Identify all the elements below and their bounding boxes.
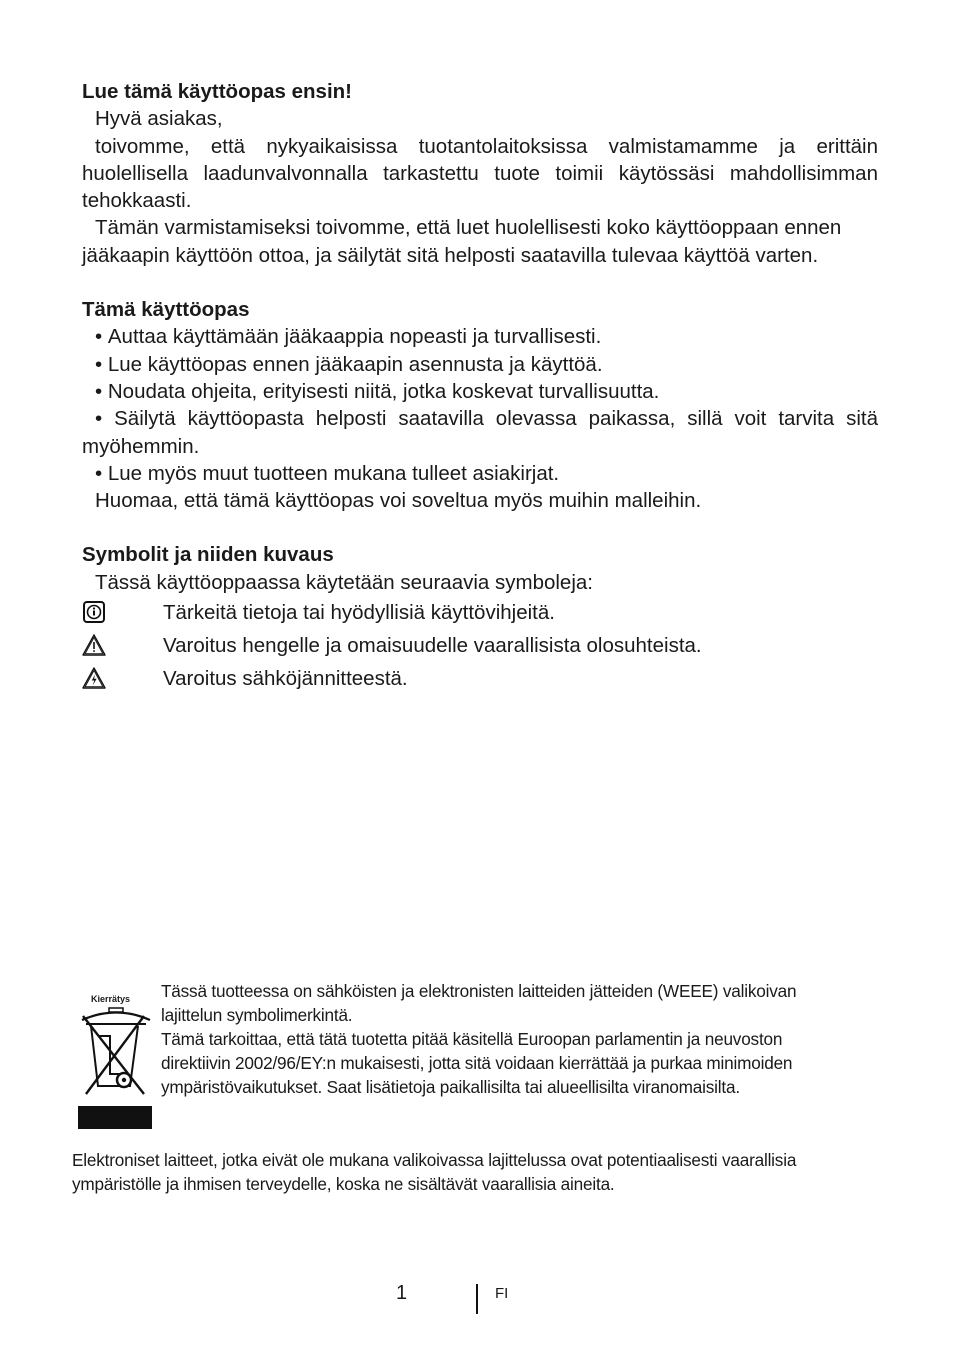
main-content bbox=[82, 78, 878, 695]
symbols-heading: Symbolit ja niiden kuvaus bbox=[82, 543, 334, 567]
electric-warning-icon bbox=[82, 666, 106, 690]
intro-paragraph-2: Tämän varmistamiseksi toivomme, että luet huolellisesti koko käyttöoppaan ennen jääkaapin käyttöön ottoa, ja säilytät sitä helposti saatavilla tulevaa käyttöä varten. bbox=[82, 216, 842, 267]
symbol-info-text: Tärkeitä tietoja tai hyödyllisiä käyttövihjeitä. bbox=[163, 601, 555, 625]
weee-description bbox=[161, 979, 841, 1099]
guide-note: Huomaa, että tämä käyttöopas voi soveltua myös muihin malleihin. bbox=[95, 489, 702, 513]
crossed-bin-icon bbox=[78, 1004, 154, 1104]
info-icon bbox=[82, 600, 106, 624]
guide-bullet: • Säilytä käyttöopasta helposti saatavilla olevassa paikassa, sillä voit tarvita sitä myöhemmin. bbox=[82, 405, 878, 460]
weee-label: Kierrätys bbox=[91, 994, 131, 1004]
weee-symbol bbox=[78, 992, 154, 1130]
bottom-note: Elektroniset laitteet, jotka eivät ole mukana valikoivassa lajittelussa ovat potentiaalisesti vaarallisia ympäristölle ja ihmisen terveydelle, koska ne sisältävät vaarallisia aineita. bbox=[72, 1150, 797, 1194]
weee-black-bar bbox=[78, 1106, 152, 1129]
weee-paragraph-2: Tämä tarkoittaa, että tätä tuotetta pitää käsitellä Euroopan parlamentin ja neuvoston direktiivin 2002/96/EY:n mukaisesti, jotta sitä voidaan kierrättää ja purkaa minimoiden ympäristövaikutukset. Saat lisätietoja paikallisilta tai alueellisilta viranomaisilta. bbox=[161, 1029, 793, 1097]
intro-paragraph-1: toivomme, että nykyaikaisissa tuotantolaitoksissa valmistamamme ja erittäin huolellisella laadunvalvonnalla tarkastettu tuote toimii käytössäsi mahdollisimman tehokkaasti. bbox=[82, 134, 878, 213]
language-code: FI bbox=[495, 1285, 509, 1302]
guide-bullet: • Noudata ohjeita, erityisesti niitä, jotka koskevat turvallisuutta. bbox=[82, 378, 878, 405]
symbol-row-info bbox=[82, 596, 878, 629]
warning-icon bbox=[82, 633, 106, 657]
symbol-warning-text: Varoitus hengelle ja omaisuudelle vaarallisista olosuhteista. bbox=[163, 634, 702, 658]
page-number: 1 bbox=[396, 1282, 408, 1304]
guide-heading: Tämä käyttöopas bbox=[82, 298, 250, 322]
symbols-intro: Tässä käyttöoppaassa käytetään seuraavia symboleja: bbox=[95, 570, 593, 594]
weee-paragraph-1: Tässä tuotteessa on sähköisten ja elektronisten laitteiden jätteiden (WEEE) valikoivan lajittelun symbolimerkintä. bbox=[161, 981, 797, 1025]
intro-heading: Lue tämä käyttöopas ensin! bbox=[82, 80, 352, 103]
guide-bullet: • Lue käyttöopas ennen jääkaapin asennusta ja käyttöä. bbox=[82, 351, 878, 378]
greeting: Hyvä asiakas, bbox=[95, 107, 223, 131]
guide-bullet: • Lue myös muut tuotteen mukana tulleet asiakirjat. bbox=[82, 460, 878, 487]
symbol-row-electric bbox=[82, 662, 878, 695]
symbol-electric-text: Varoitus sähköjännitteestä. bbox=[163, 667, 408, 691]
footer-divider bbox=[476, 1284, 478, 1314]
guide-bullet: • Auttaa käyttämään jääkaappia nopeasti ja turvallisesti. bbox=[82, 323, 878, 350]
symbol-row-warning bbox=[82, 629, 878, 662]
